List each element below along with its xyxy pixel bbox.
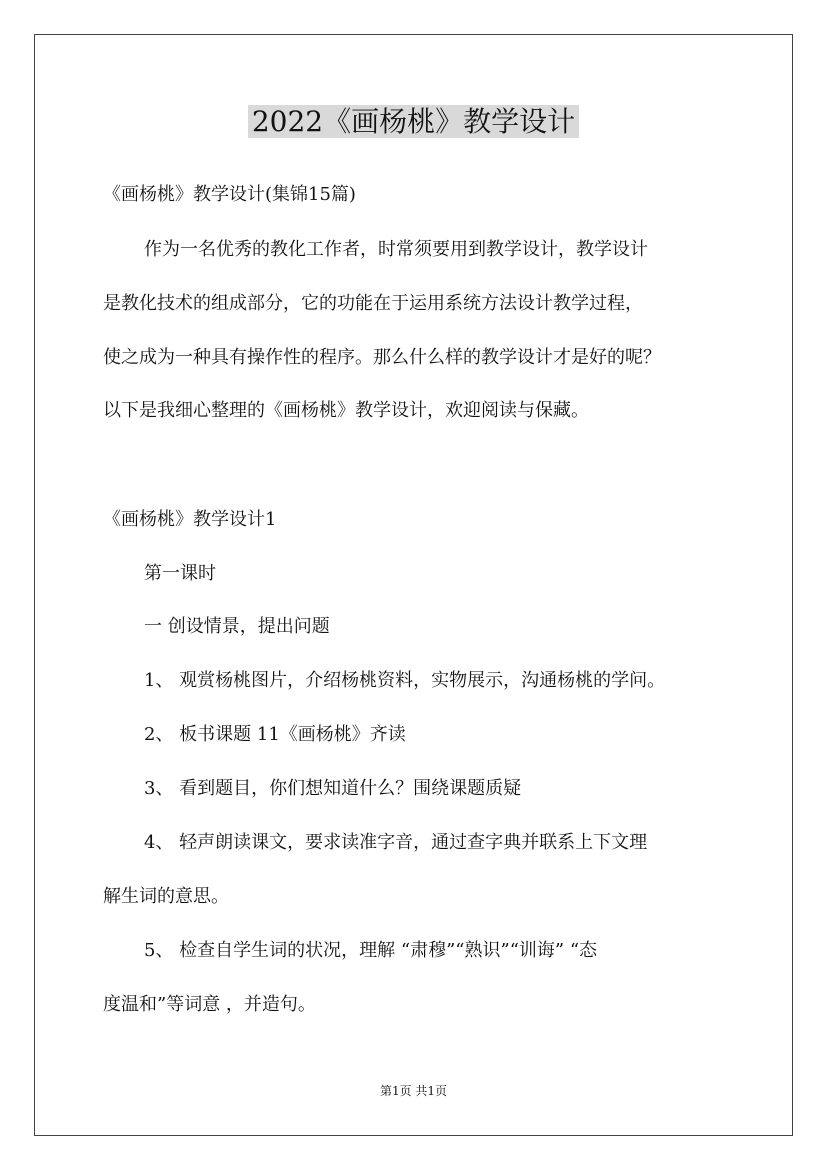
list-item-5: 5、 检查自学生词的状况，理解 “肃穆”“熟识”“训诲” “态 — [144, 940, 598, 961]
page-footer: 第1页 共1页 — [379, 1084, 448, 1098]
document-subtitle: 《画杨桃》教学设计(集锦15篇) — [103, 184, 356, 205]
intro-line-1: 作为一名优秀的教化工作者，时常须要用到教学设计，教学设计 — [144, 239, 648, 260]
list-item-4: 4、 轻声朗读课文，要求读准字音，通过查字典并联系上下文理 — [144, 832, 648, 853]
section-heading: 《画杨桃》教学设计1 — [103, 509, 277, 530]
lesson-heading: 第一课时 — [144, 563, 216, 584]
document-title-text: 2022《画杨桃》教学设计 — [248, 105, 579, 138]
document-title — [0, 100, 827, 144]
intro-line-2: 是教化技术的组成部分，它的功能在于运用系统方法设计教学过程， — [103, 293, 643, 314]
list-item-3: 3、 看到题目，你们想知道什么？围绕课题质疑 — [144, 778, 522, 799]
list-item-1: 1、 观赏杨桃图片，介绍杨桃资料，实物展示，沟通杨桃的学问。 — [144, 670, 666, 691]
list-item-4-continued: 解生词的意思。 — [103, 886, 229, 907]
step-heading: 一 创设情景，提出问题 — [144, 616, 330, 637]
list-item-2: 2、 板书课题 11《画杨桃》齐读 — [144, 724, 406, 745]
intro-line-3: 使之成为一种具有操作性的程序。那么什么样的教学设计才是好的呢？ — [103, 347, 661, 368]
intro-line-4: 以下是我细心整理的《画杨桃》教学设计，欢迎阅读与保藏。 — [103, 400, 589, 421]
list-item-5-continued: 度温和”等词意 ，并造句。 — [103, 994, 316, 1015]
